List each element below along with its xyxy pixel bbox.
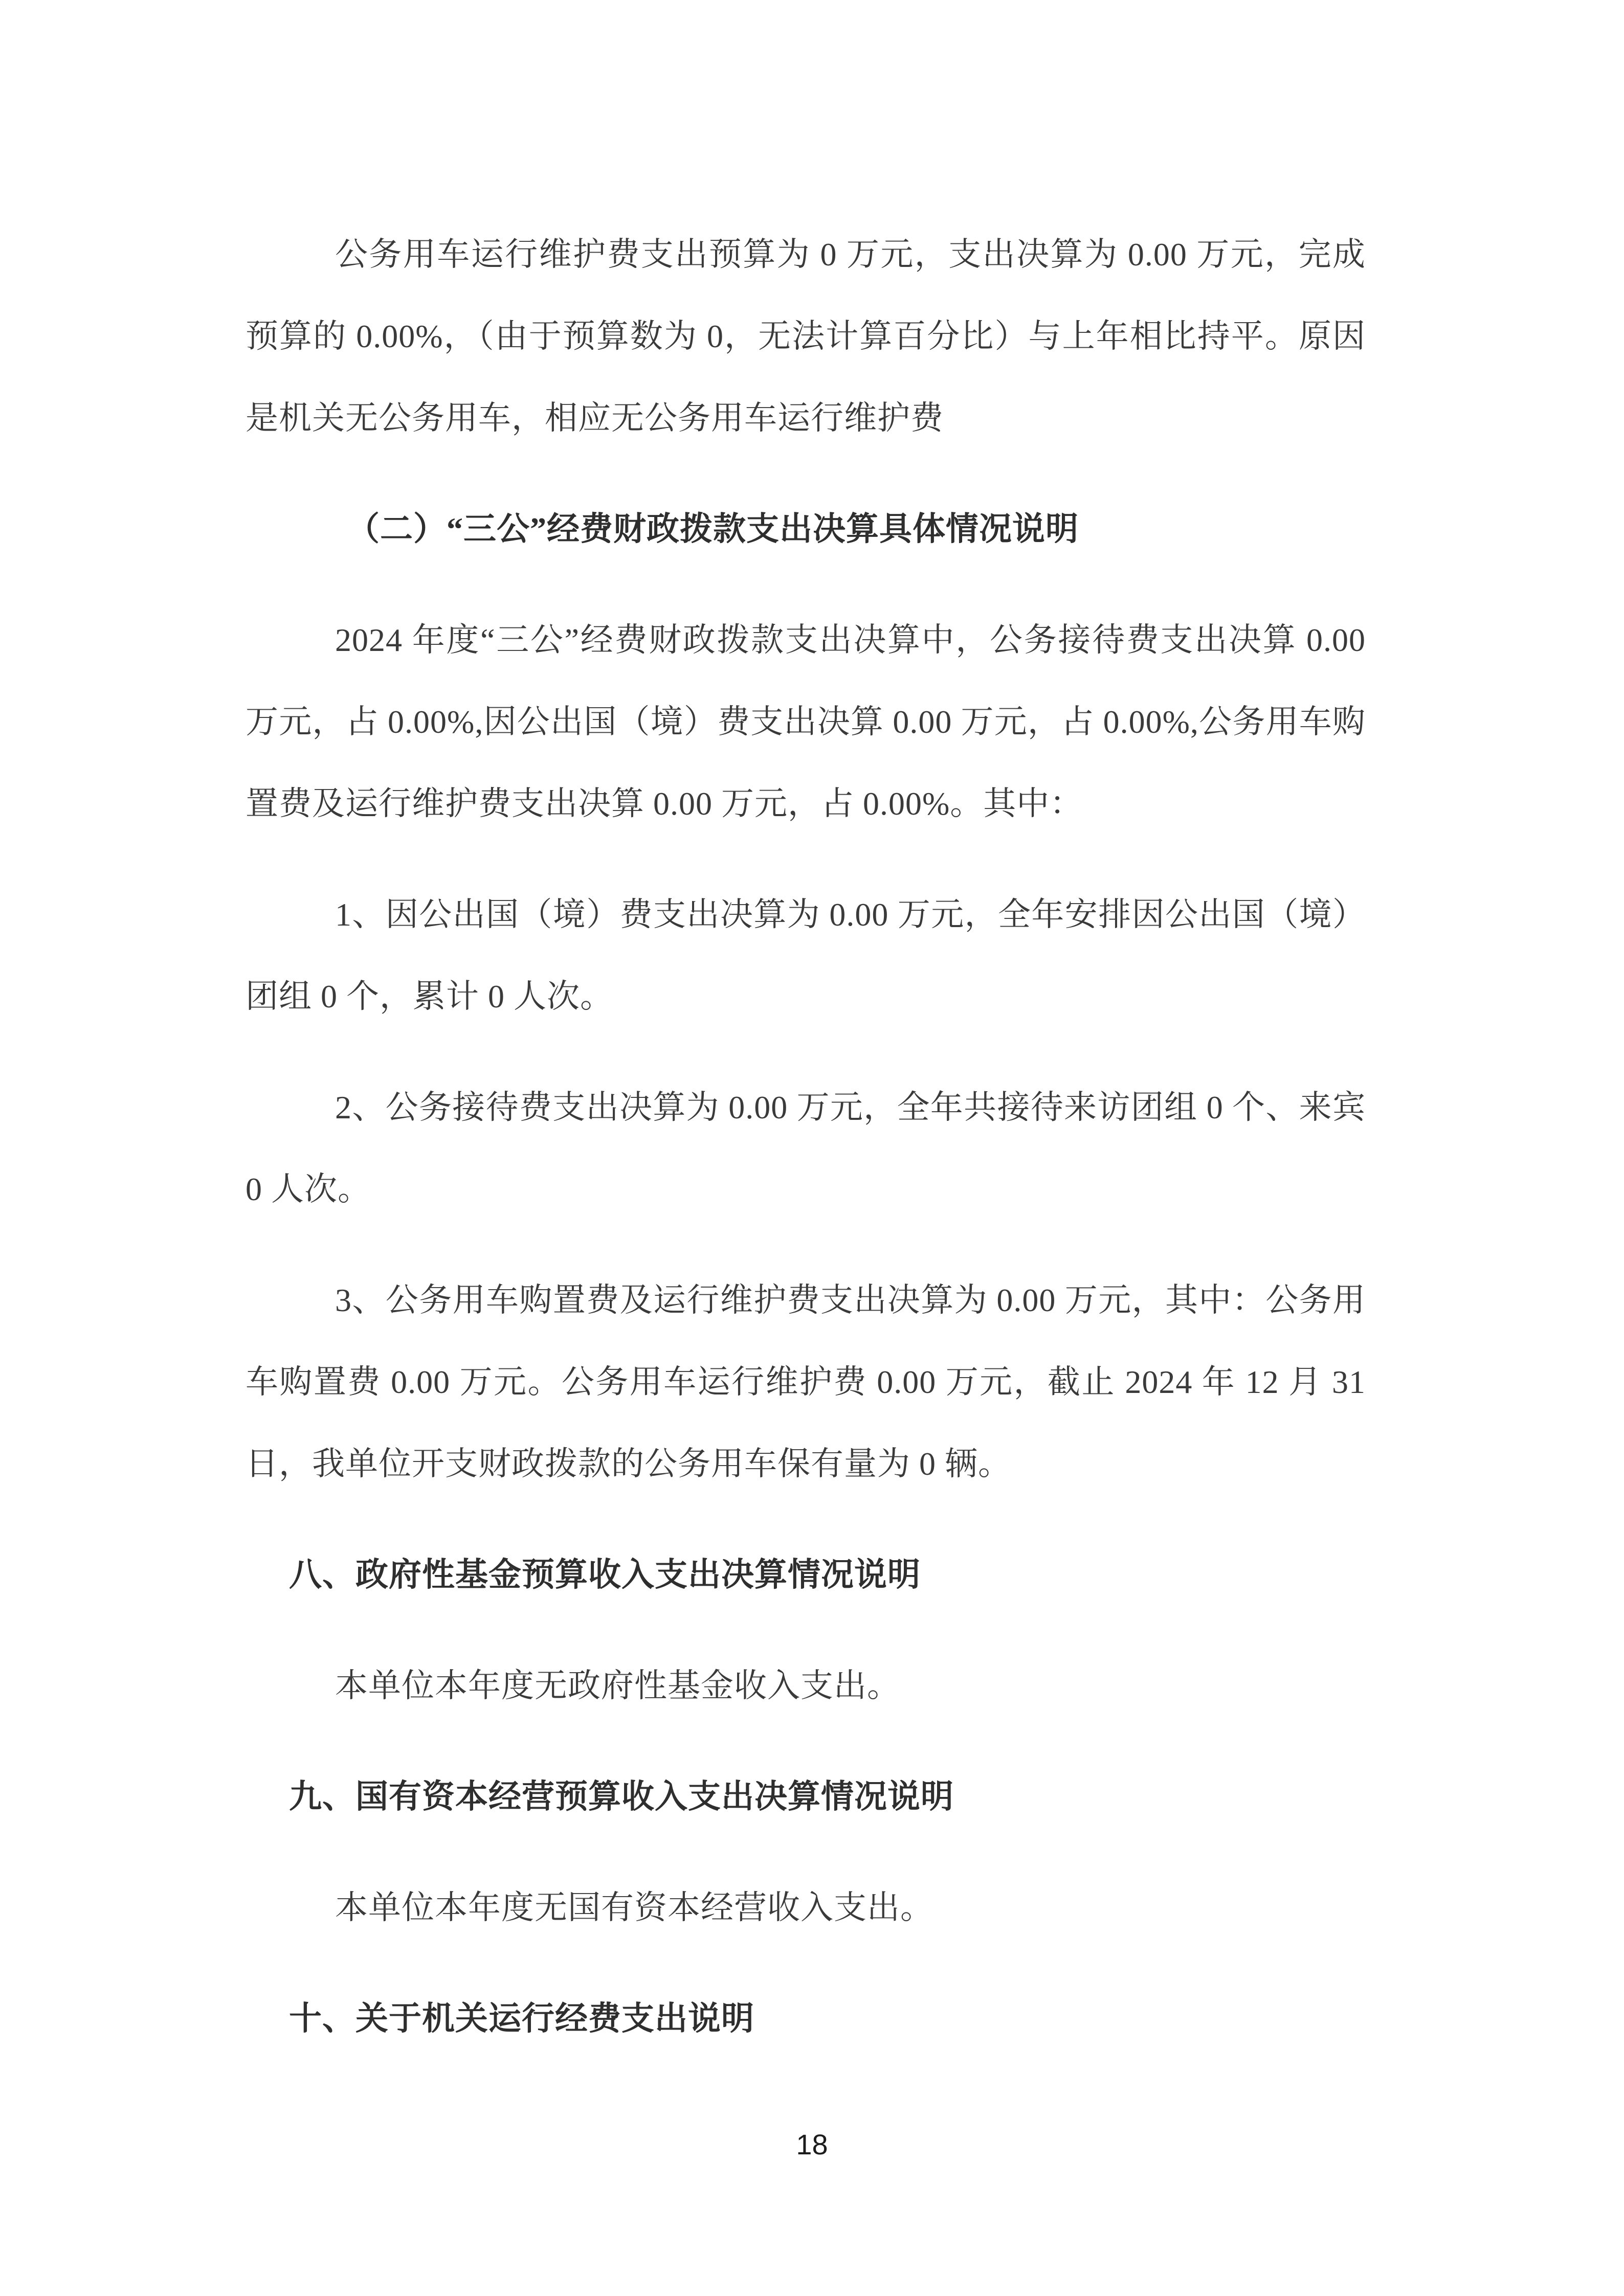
page-footer	[0, 2128, 1624, 2161]
paragraph-2024-three-public-summary: 2024 年度“三公”经费财政拨款支出决算中，公务接待费支出决算 0.00 万元，占 0.00%,因公出国（境）费支出决算 0.00 万元，占 0.00%,公务用车购置费及运行维护费支出决算 0.00 万元，占 0.00%。其中：	[246, 622, 1366, 822]
paragraph-item3-vehicle-expense: 3、公务用车购置费及运行维护费支出决算为 0.00 万元，其中：公务用车购置费 0.00 万元。公务用车运行维护费 0.00 万元，截止 2024 年 12 月 31 日，我单位开支财政拨款的公务用车保有量为 0 辆。	[246, 1282, 1366, 1482]
paragraph-item2-reception-expense: 2、公务接待费支出决算为 0.00 万元，全年共接待来访团组 0 个、来宾 0 人次。	[246, 1089, 1366, 1207]
paragraph-no-state-capital: 本单位本年度无国有资本经营收入支出。	[335, 1889, 933, 1926]
heading-section-8-government-fund: 八、政府性基金预算收入支出决算情况说明	[289, 1557, 921, 1593]
paragraph-item1-abroad-expense: 1、因公出国（境）费支出决算为 0.00 万元，全年安排因公出国（境）团组 0 个，累计 0 人次。	[246, 896, 1366, 1015]
document-body	[246, 214, 1366, 2089]
heading-section-10-operating-expense: 十、关于机关运行经费支出说明	[289, 2000, 754, 2037]
heading-three-public-expense-detail: （二）“三公”经费财政拨款支出决算具体情况说明	[347, 511, 1079, 547]
paragraph-vehicle-maintenance-budget: 公务用车运行维护费支出预算为 0 万元，支出决算为 0.00 万元，完成预算的 0.00%，（由于预算数为 0，无法计算百分比）与上年相比持平。原因是机关无公务用车，相应无公务用车运行维护费	[246, 236, 1366, 436]
page-number: 18	[796, 2128, 828, 2160]
heading-section-9-state-capital: 九、国有资本经营预算收入支出决算情况说明	[289, 1779, 954, 1815]
paragraph-no-government-fund: 本单位本年度无政府性基金收入支出。	[335, 1668, 900, 1704]
